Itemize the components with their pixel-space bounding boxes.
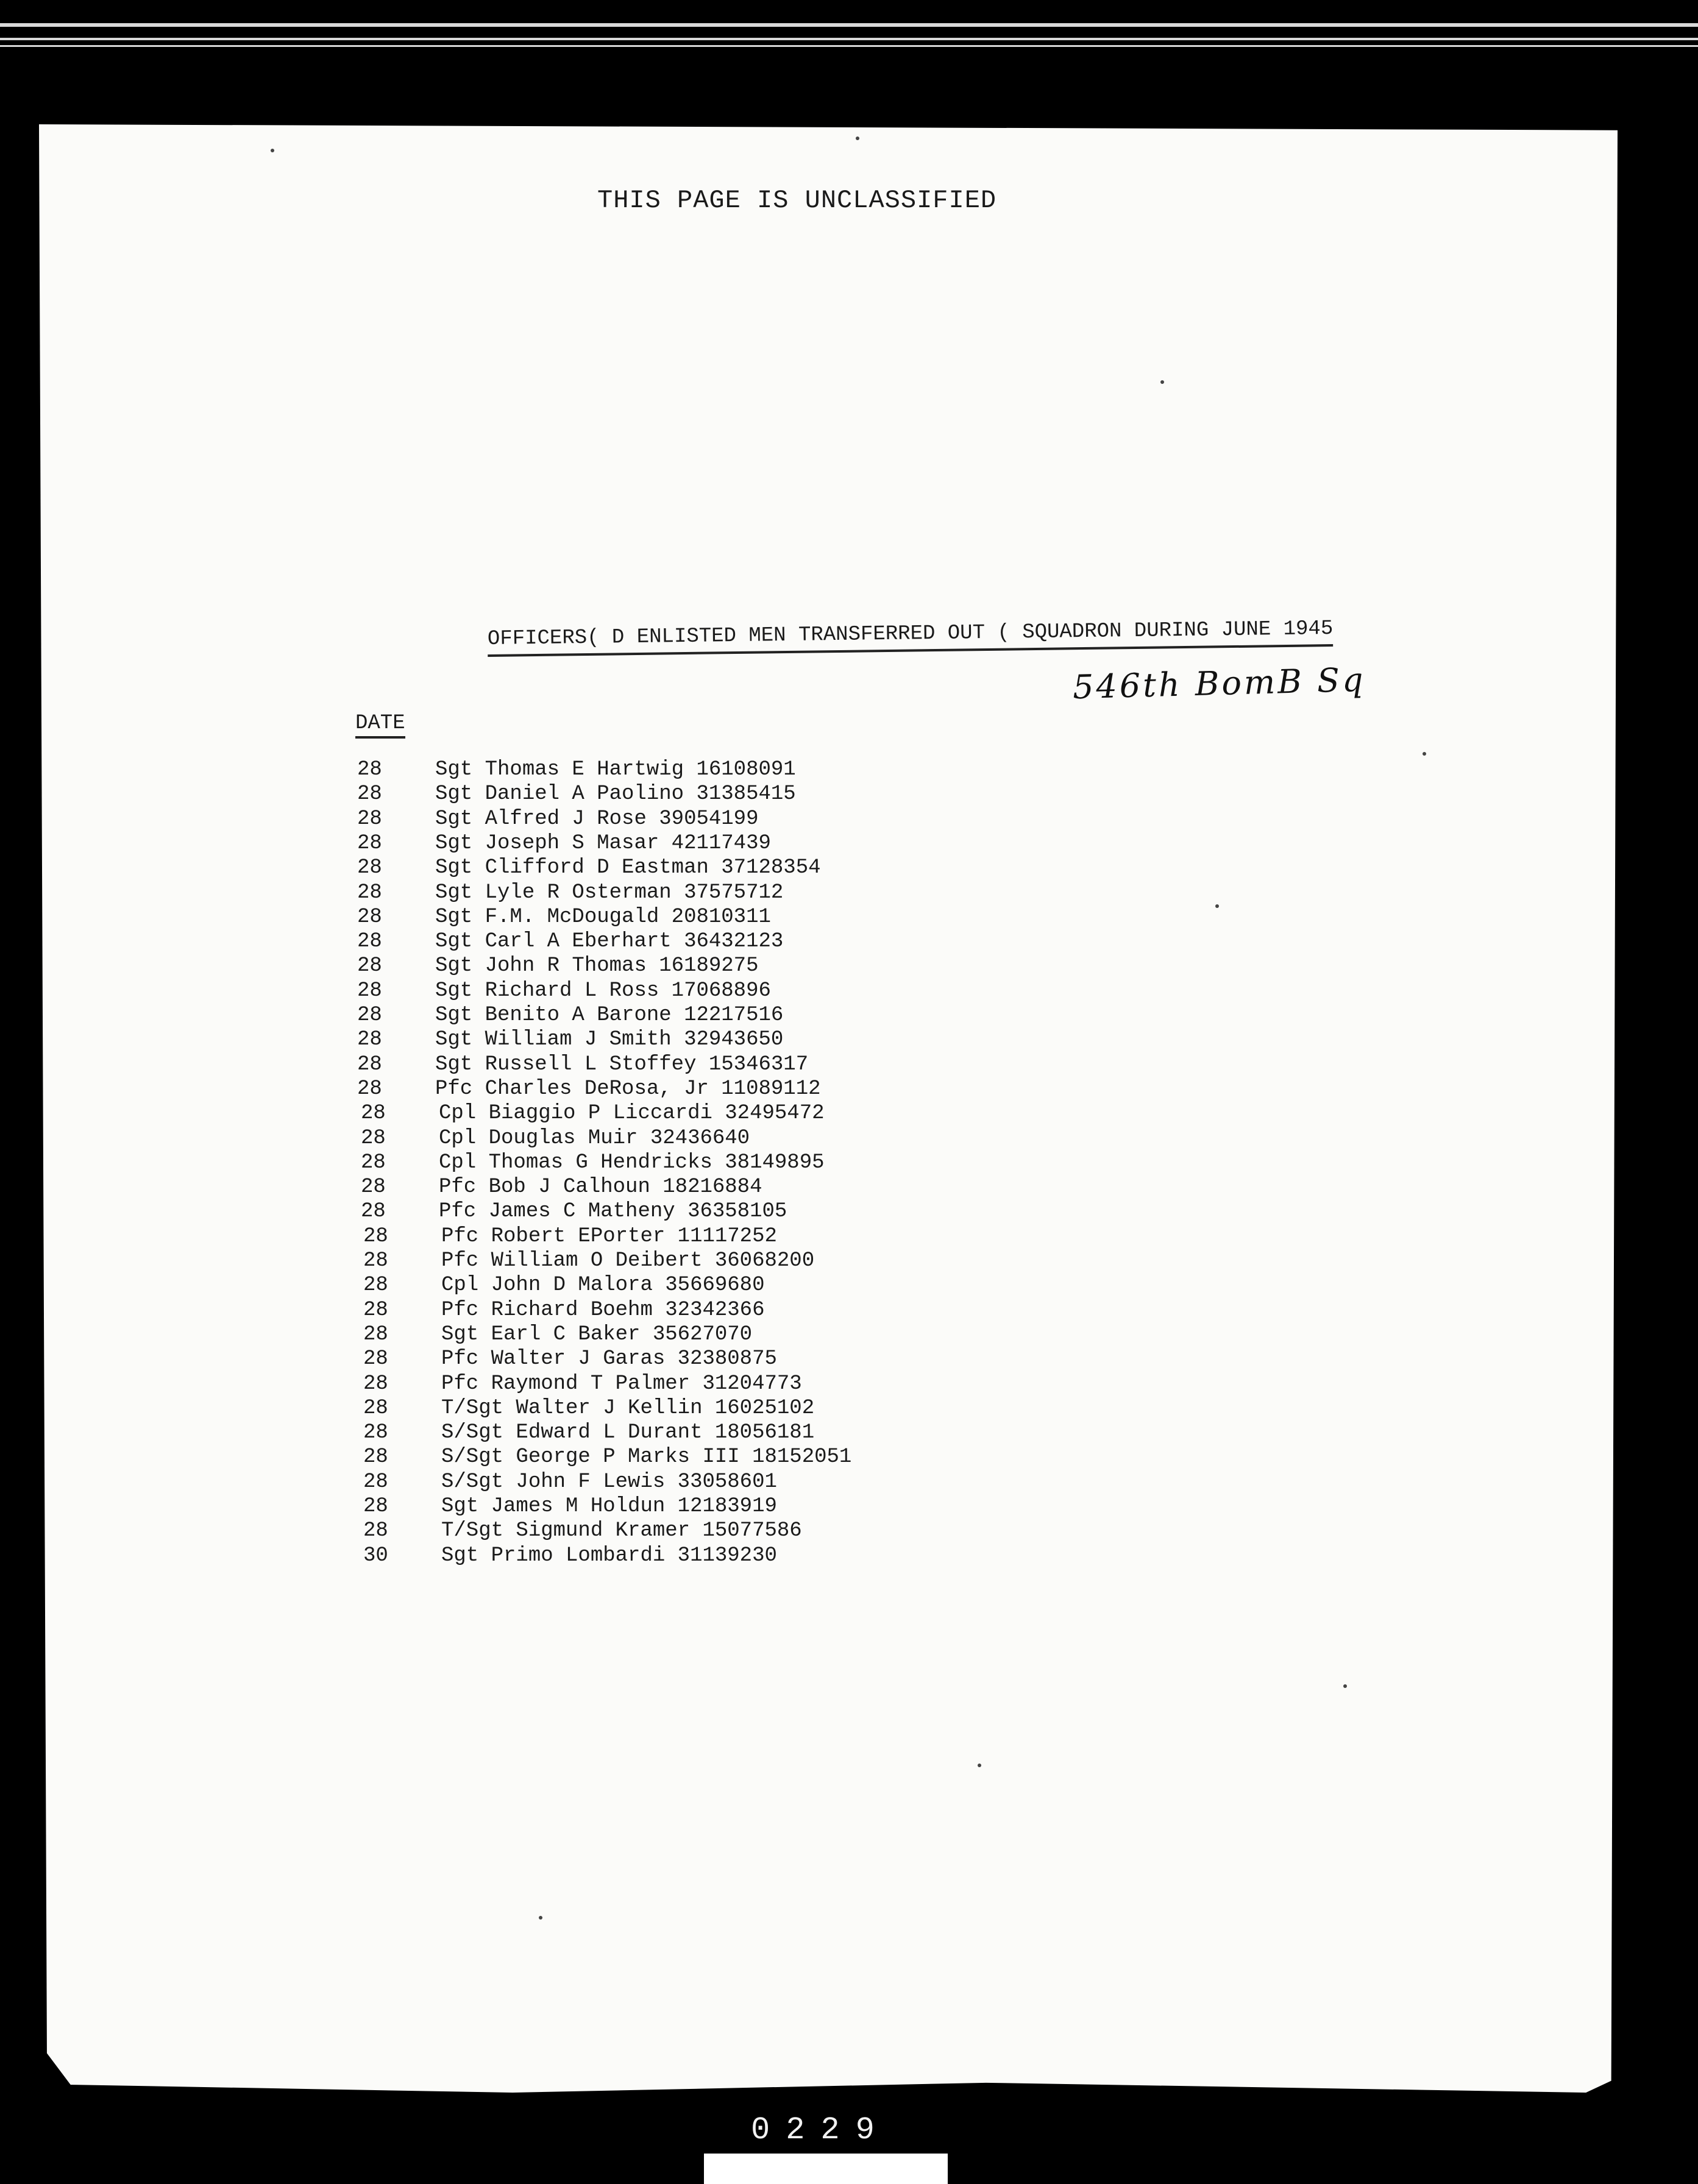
entry-date: 28 [363, 1397, 388, 1420]
entry-date: 28 [363, 1445, 388, 1469]
entry-date: 28 [361, 1175, 386, 1199]
entry-date: 28 [357, 832, 382, 855]
entry-date: 28 [363, 1274, 388, 1297]
entry-date: 28 [361, 1127, 386, 1150]
entry-name-serial: Pfc William O Deibert 36068200 [441, 1249, 815, 1272]
top-rule-3 [0, 45, 1698, 47]
entry-name-serial: Pfc Charles DeRosa, Jr 11089112 [435, 1077, 821, 1101]
entry-date: 28 [357, 930, 382, 953]
entry-name-serial: Sgt Lyle R Osterman 37575712 [435, 881, 784, 904]
entry-date: 28 [357, 979, 382, 1002]
entry-date: 28 [363, 1421, 388, 1444]
entry-name-serial: Sgt Joseph S Masar 42117439 [435, 832, 771, 855]
entry-date: 28 [363, 1225, 388, 1248]
entry-name-serial: Pfc James C Matheny 36358105 [439, 1200, 787, 1223]
entry-name-serial: Sgt Russell L Stoffey 15346317 [435, 1053, 809, 1076]
entry-name-serial: Cpl Biaggio P Liccardi 32495472 [439, 1102, 825, 1125]
entry-name-serial: Sgt Thomas E Hartwig 16108091 [435, 758, 796, 781]
entry-date: 28 [361, 1151, 386, 1174]
entry-name-serial: Pfc Walter J Garas 32380875 [441, 1347, 777, 1370]
entry-date: 28 [357, 758, 382, 781]
entry-name-serial: Sgt Benito A Barone 12217516 [435, 1004, 784, 1027]
entry-name-serial: T/Sgt Sigmund Kramer 15077586 [441, 1519, 802, 1542]
top-rule-1 [0, 23, 1698, 27]
entry-name-serial: Pfc Bob J Calhoun 18216884 [439, 1175, 762, 1199]
entry-name-serial: Pfc Raymond T Palmer 31204773 [441, 1372, 802, 1395]
entry-name-serial: Sgt John R Thomas 16189275 [435, 954, 759, 977]
entry-date: 28 [363, 1470, 388, 1494]
entry-name-serial: Sgt James M Holdun 12183919 [441, 1495, 777, 1518]
entry-name-serial: Sgt Carl A Eberhart 36432123 [435, 930, 784, 953]
entry-date: 28 [357, 906, 382, 929]
document-title: OFFICERS( D ENLISTED MEN TRANSFERRED OUT ( SQUADRON DURING JUNE 1945 [488, 617, 1334, 657]
entry-name-serial: Sgt Richard L Ross 17068896 [435, 979, 771, 1002]
entry-name-serial: Pfc Robert EPorter 11117252 [441, 1225, 777, 1248]
entry-name-serial: S/Sgt John F Lewis 33058601 [441, 1470, 777, 1494]
entry-date: 28 [361, 1102, 386, 1125]
classification-header: THIS PAGE IS UNCLASSIFIED [597, 186, 997, 215]
entry-name-serial: Sgt William J Smith 32943650 [435, 1028, 784, 1051]
date-column-header: DATE [355, 712, 405, 739]
entry-date: 28 [357, 807, 382, 831]
entry-name-serial: Sgt F.M. McDougald 20810311 [435, 906, 771, 929]
entry-name-serial: Sgt Alfred J Rose 39054199 [435, 807, 759, 831]
entry-name-serial: Cpl Thomas G Hendricks 38149895 [439, 1151, 825, 1174]
entry-name-serial: S/Sgt George P Marks III 18152051 [441, 1445, 852, 1469]
entry-date: 28 [357, 1004, 382, 1027]
entry-date: 28 [363, 1323, 388, 1346]
entry-date: 28 [363, 1249, 388, 1272]
entry-date: 28 [363, 1372, 388, 1395]
entry-name-serial: T/Sgt Walter J Kellin 16025102 [441, 1397, 815, 1420]
entry-date: 28 [357, 1077, 382, 1101]
entry-date: 28 [357, 881, 382, 904]
entry-name-serial: S/Sgt Edward L Durant 18056181 [441, 1421, 815, 1444]
top-rule-2 [0, 38, 1698, 40]
entry-date: 28 [361, 1200, 386, 1223]
entry-date: 30 [363, 1544, 388, 1567]
entry-name-serial: Sgt Daniel A Paolino 31385415 [435, 782, 796, 806]
entry-date: 28 [357, 856, 382, 879]
handwritten-note: 546th BomB Sq [1072, 660, 1366, 707]
entry-name-serial: Cpl Douglas Muir 32436640 [439, 1127, 750, 1150]
entry-date: 28 [357, 1053, 382, 1076]
entry-date: 28 [363, 1519, 388, 1542]
entry-date: 28 [357, 782, 382, 806]
entry-name-serial: Cpl John D Malora 35669680 [441, 1274, 765, 1297]
entry-date: 28 [363, 1347, 388, 1370]
entry-date: 28 [357, 954, 382, 977]
document-page [39, 124, 1618, 2093]
entry-date: 28 [363, 1495, 388, 1518]
entry-date: 28 [363, 1299, 388, 1322]
entry-name-serial: Pfc Richard Boehm 32342366 [441, 1299, 765, 1322]
page-number: 0229 [751, 2112, 890, 2148]
entry-name-serial: Sgt Earl C Baker 35627070 [441, 1323, 753, 1346]
entry-name-serial: Sgt Primo Lombardi 31139230 [441, 1544, 777, 1567]
entry-date: 28 [357, 1028, 382, 1051]
entry-name-serial: Sgt Clifford D Eastman 37128354 [435, 856, 821, 879]
bottom-tab [704, 2154, 948, 2184]
